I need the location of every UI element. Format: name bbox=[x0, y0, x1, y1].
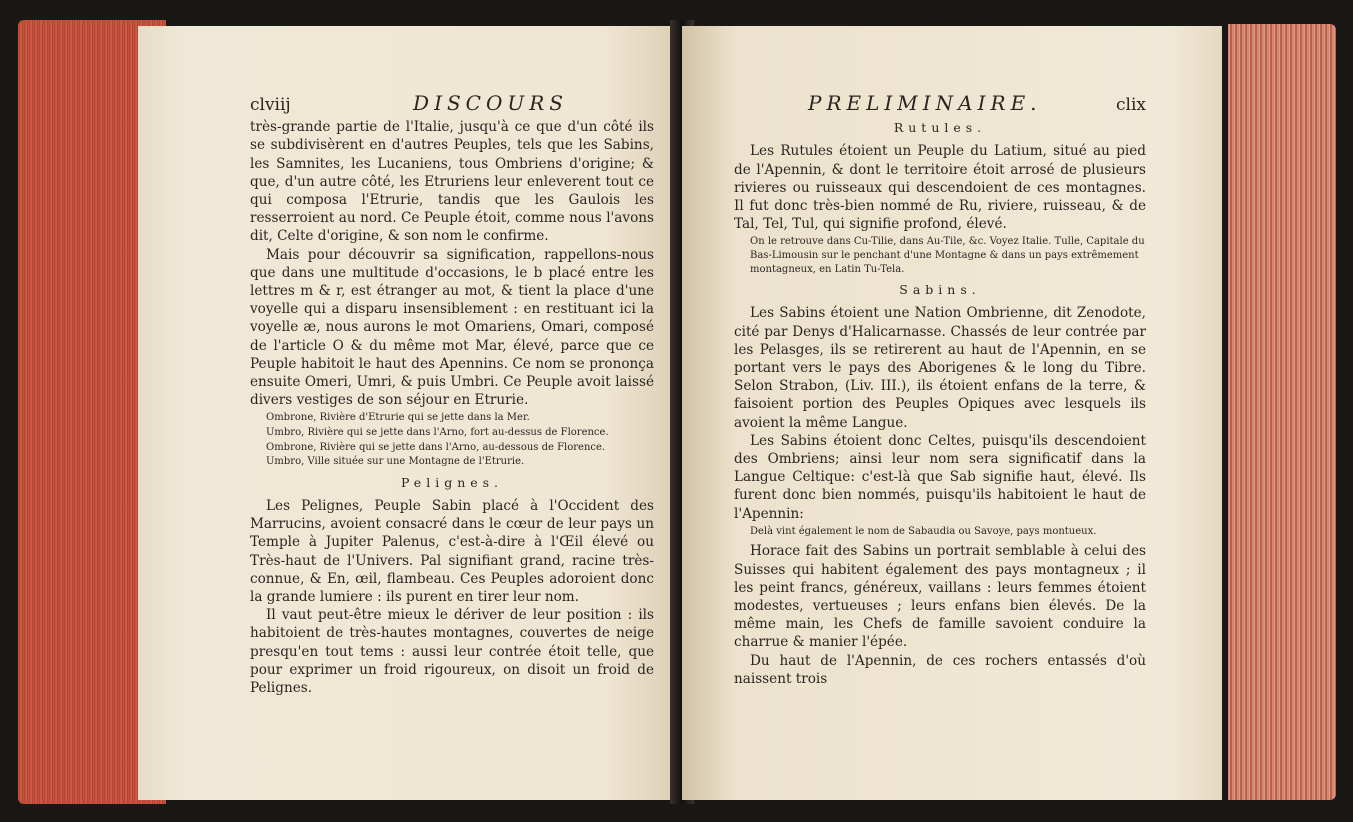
right-page bbox=[682, 26, 1222, 800]
left-note-2: Umbro, Rivière qui se jette dans l'Arno, fort au-dessus de Florence. bbox=[266, 427, 609, 439]
left-header bbox=[250, 91, 654, 115]
left-paragraph-1: très-grande partie de l'Italie, jusqu'à ce que d'un côté ils se subdivisèrent en d'autres Peuples, tels que les Sabins, les Samnites, les Lucaniens, tous Ombriens d'origine; & que, d'un autre côté, les Etruriens leur enleverent tout ce qui composa l'Etrurie, tandis que les Gaulois les resserroient au nord. Ce Peuple étoit, comme nous l'avons dit, Celte d'origine, & son nom le confirme. bbox=[250, 119, 654, 245]
right-paragraph-1: Les Rutules étoient un Peuple du Latium, situé au pied de l'Apennin, & dont le territoire étoit arrosé de plusieurs rivieres ou ruisseaux qui descendoient de ces montagnes. Il fut donc très-bien nommé de Ru, riviere, ruisseau, & de Tal, Tel, Tul, qui signifie profond, élevé. bbox=[734, 143, 1146, 233]
section-heading-sabins: Sabins. bbox=[899, 282, 981, 298]
right-paragraph-3: Les Sabins étoient donc Celtes, puisqu'ils descendoient des Ombriens; ainsi leur nom sera significatif dans la Langue Celtique: c'est-là que Sab signifie haut, élevé. Ils furent donc bien nommés, puisqu'ils habitoient le haut de l'Apennin: bbox=[734, 432, 1146, 522]
right-note-1: On le retrouve dans Cu-Tilie, dans Au-Tile, &c. Voyez Italie. Tulle, Capitale du Bas-Limousin sur le penchant d'une Montagne & dans un pays extrêmement montagneux, en Latin Tu-Tela. bbox=[750, 236, 1145, 275]
left-note-4: Umbro, Ville située sur une Montagne de l'Etrurie. bbox=[266, 456, 525, 468]
left-paragraph-3: Les Pelignes, Peuple Sabin placé à l'Occident des Marrucins, avoient consacré dans le cœur de leur pays un Temple à Jupiter Palenus, c'est-à-dire à l'Œil élevé ou Très-haut de l'Univers. Pal signifiant grand, racine très-connue, & En, œil, flambeau. Ces Peuples adoroient donc la grande lumiere : ils purent en tirer leur nom. bbox=[250, 498, 654, 606]
left-page bbox=[138, 26, 686, 800]
right-header bbox=[734, 91, 1146, 115]
left-text-block bbox=[250, 91, 654, 697]
right-page-edges bbox=[1228, 24, 1336, 800]
right-paragraph-5: Du haut de l'Apennin, de ces rochers entassés d'où naissent trois bbox=[734, 652, 1146, 687]
right-paragraph-2: Les Sabins étoient une Nation Ombrienne, dit Zenodote, cité par Denys d'Halicarnasse. Chassés de leur contrée par les Pelasges, ils se retirerent au haut de l'Apennin, en se portant vers le pays des Aborigenes & le long du Tibre. Selon Strabon, (Liv. III.), ils étoient enfans de la terre, & faisoient portion des Peuples Opiques avec lesquels ils avoient la même Langue. bbox=[734, 305, 1146, 431]
left-page-number: clviij bbox=[250, 95, 291, 115]
section-heading-rutules: Rutules. bbox=[893, 120, 987, 136]
open-book bbox=[18, 6, 1336, 818]
left-note-1: Ombrone, Rivière d'Etrurie qui se jette dans la Mer. bbox=[266, 412, 530, 424]
left-note-3: Ombrone, Rivière qui se jette dans l'Arno, au-dessous de Florence. bbox=[266, 441, 606, 453]
left-running-head: DISCOURS bbox=[413, 91, 568, 115]
right-page-number: clix bbox=[1116, 95, 1146, 115]
right-running-head: PRELIMINAIRE. bbox=[808, 91, 1042, 115]
right-text-block bbox=[734, 91, 1146, 688]
right-paragraph-4: Horace fait des Sabins un portrait semblable à celui des Suisses qui habitent également des pays montagneux ; il les peint francs, généreux, vaillans : leurs femmes étoient modestes, vertueuses ; leurs enfans bien élevés. De la même main, les Chefs de famille savoient conduire la charrue & manier l'épée. bbox=[734, 543, 1146, 651]
left-paragraph-2: Mais pour découvrir sa signification, rappellons-nous que dans une multitude d'occasions, le b placé entre les lettres m & r, est étranger au mot, & tient la place d'une voyelle qui a disparu insensiblement : en restituant ici la voyelle æ, nous aurons le mot Omariens, Omari, composé de l'article O & du même mot Mar, élevé, parce que ce Peuple habitoit le haut des Apennins. Ce nom se prononça ensuite Omeri, Umri, & puis Umbri. Ce Peuple avoit laissé divers vestiges de son séjour en Etrurie. bbox=[250, 246, 654, 409]
right-note-2: Delà vint également le nom de Sabaudia ou Savoye, pays montueux. bbox=[750, 525, 1097, 537]
left-paragraph-4: Il vaut peut-être mieux le dériver de leur position : ils habitoient de très-hautes montagnes, couvertes de neige presqu'en tout tems : aussi leur contrée étoit telle, que pour exprimer un froid rigoureux, on disoit un froid de Pelignes. bbox=[250, 607, 654, 697]
section-heading-pelignes: Pelignes. bbox=[400, 474, 504, 490]
